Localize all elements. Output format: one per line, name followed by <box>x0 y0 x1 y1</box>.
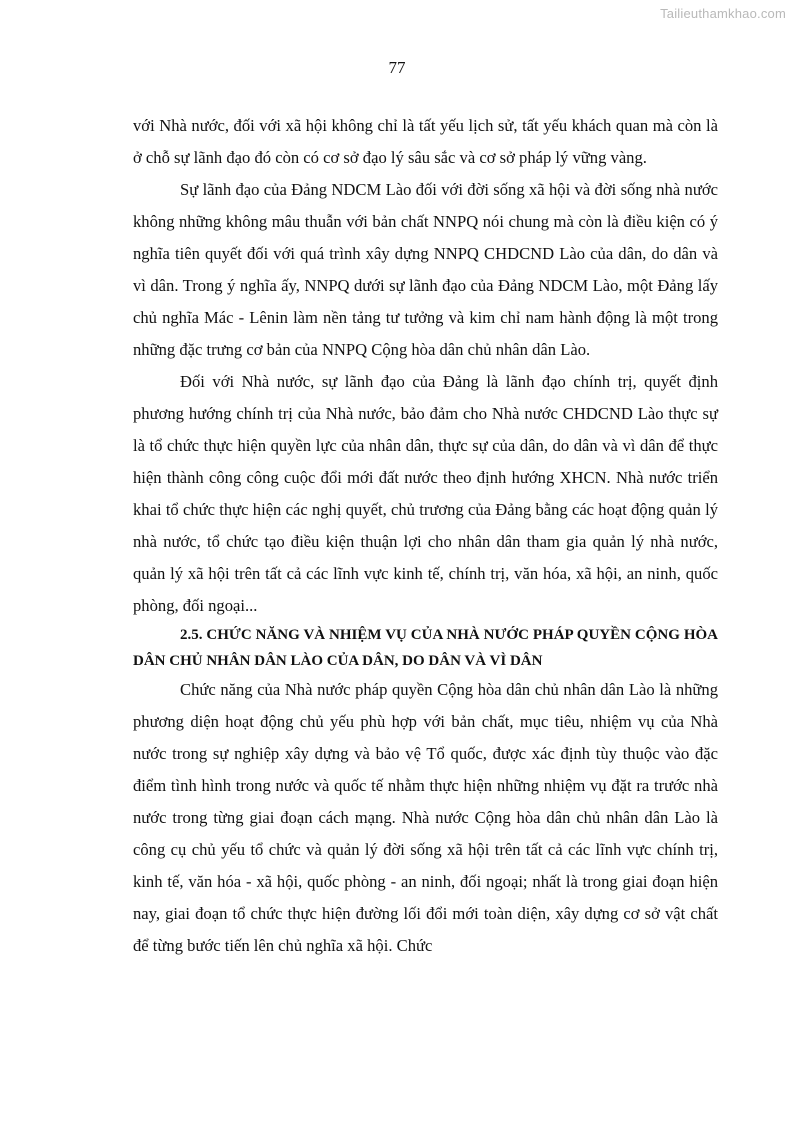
section-heading: 2.5. CHỨC NĂNG VÀ NHIỆM VỤ CỦA NHÀ NƯỚC PHÁP QUYỀN CỘNG HÒA DÂN CHỦ NHÂN DÂN LÀO CỦA DÂN, DO DÂN VÀ VÌ DÂN <box>133 627 718 669</box>
paragraph-state-leadership: Đối với Nhà nước, sự lãnh đạo của Đảng là lãnh đạo chính trị, quyết định phương hướng chính trị của Nhà nước, bảo đảm cho Nhà nước CHDCND Lào thực sự là tổ chức thực hiện quyền lực của nhân dân, thực sự của dân, do dân và vì dân để thực hiện thành công công cuộc đổi mới đất nước theo định hướng XHCN. Nhà nước triển khai tổ chức thực hiện các nghị quyết, chủ trương của Đảng bằng các hoạt động quản lý nhà nước, tổ chức tạo điều kiện thuận lợi cho nhân dân tham gia quản lý nhà nước, quản lý xã hội trên tất cả các lĩnh vực kinh tế, chính trị, văn hóa, xã hội, an ninh, quốc phòng, đối ngoại... <box>133 372 718 615</box>
paragraph-party-leadership: Sự lãnh đạo của Đảng NDCM Lào đối với đời sống xã hội và đời sống nhà nước không những không mâu thuẫn với bản chất NNPQ nói chung mà còn là điều kiện có ý nghĩa tiên quyết đối với quá trình xây dựng NNPQ CHDCND Lào của dân, do dân và vì dân. Trong ý nghĩa ấy, NNPQ dưới sự lãnh đạo của Đảng NDCM Lào, một Đảng lấy chủ nghĩa Mác - Lênin làm nền tảng tư tưởng và kim chỉ nam hành động là một trong những đặc trưng cơ bản của NNPQ Cộng hòa dân chủ nhân dân Lào. <box>133 180 718 359</box>
paragraph-continuation: với Nhà nước, đối với xã hội không chỉ là tất yếu lịch sử, tất yếu khách quan mà còn là ở chỗ sự lãnh đạo đó còn có cơ sở đạo lý sâu sắc và cơ sở pháp lý vững vàng. <box>133 116 718 167</box>
document-body <box>133 110 718 962</box>
watermark: Tailieuthamkhao.com <box>660 6 786 21</box>
page-number: 77 <box>388 58 406 77</box>
paragraph-state-functions: Chức năng của Nhà nước pháp quyền Cộng hòa dân chủ nhân dân Lào là những phương diện hoạt động chủ yếu phù hợp với bản chất, mục tiêu, nhiệm vụ của Nhà nước trong sự nghiệp xây dựng và bảo vệ Tổ quốc, được xác định tùy thuộc vào đặc điểm tình hình trong nước và quốc tế nhằm thực hiện những nhiệm vụ đặt ra trước nhà nước trong từng giai đoạn cách mạng. Nhà nước Cộng hòa dân chủ nhân dân Lào là công cụ chủ yếu tổ chức và quản lý đời sống xã hội trên tất cả các lĩnh vực chính trị, kinh tế, văn hóa - xã hội, quốc phòng - an ninh, đối ngoại; nhất là trong giai đoạn hiện nay, giai đoạn tổ chức thực hiện đường lối đổi mới toàn diện, xây dựng cơ sở vật chất để từng bước tiến lên chủ nghĩa xã hội. Chức <box>133 680 718 955</box>
